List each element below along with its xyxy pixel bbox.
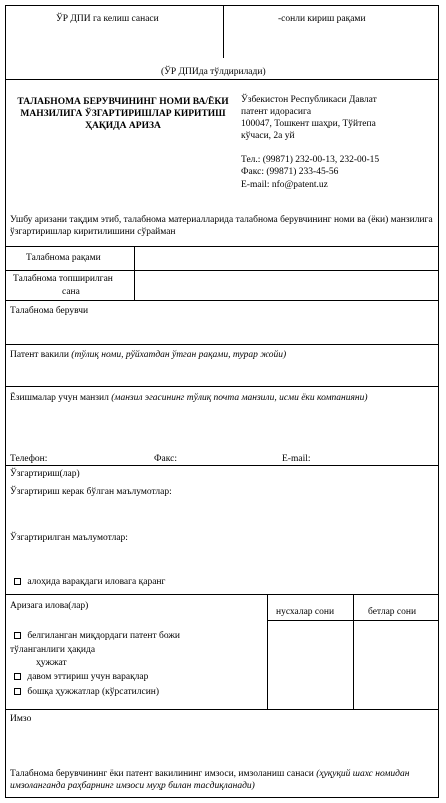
- divider: [134, 246, 135, 300]
- attachment-checkbox-1[interactable]: [14, 632, 21, 639]
- app-number-field[interactable]: [136, 248, 436, 268]
- correspondence-hint: (манзил эгасининг тўлиқ почта манзили, исми ёки компанияни): [111, 393, 368, 403]
- changed-field[interactable]: [8, 546, 436, 574]
- attachment-item-1: [14, 630, 180, 642]
- attachment-item-2: [14, 671, 148, 683]
- signature-text: [10, 768, 434, 792]
- divider: [267, 594, 268, 709]
- request-text: Ушбу аризани тақдим этиб, талабнома материалларида талабнома берувчининг номи ва (ёки) манзилига ўзгартиришлар киритилишини сўрайман: [10, 215, 433, 237]
- attachment-item-1-line-b: тўланганлиги ҳақида: [10, 645, 96, 655]
- header-divider: [223, 6, 224, 58]
- attachment-checkbox-2[interactable]: [14, 673, 21, 680]
- signature-hint: (ҳуқуқий шахс номидан имзоланганда раҳбарнинг имзоси муҳр билан тасдиқланади): [10, 769, 410, 791]
- filing-date-label-1: Талабнома топширилган: [13, 274, 113, 284]
- email-label: E-mail:: [282, 454, 311, 464]
- signature-label: Талабнома берувчининг ёки патент вакилининг имзоси, имзоланиш санаси: [10, 769, 314, 779]
- divider: [6, 594, 438, 595]
- applicant-label: Талабнома берувчи: [10, 306, 89, 316]
- attorney-field[interactable]: [8, 362, 436, 384]
- divider: [353, 594, 354, 709]
- correspondence-row: [10, 392, 432, 404]
- agency-line-3: 100047, Тошкент шаҳри, Тўйтепа: [241, 119, 376, 129]
- divider: [6, 270, 438, 271]
- fax-label: Факс:: [154, 454, 177, 464]
- divider: [6, 386, 438, 387]
- attorney-row: [10, 349, 286, 361]
- divider: [6, 246, 438, 247]
- signature-heading: Имзо: [10, 714, 32, 724]
- applicant-field[interactable]: [8, 318, 436, 342]
- attorney-label: Патент вакили: [10, 350, 69, 360]
- attachment-item-2-label: давом эттириш учун варақлар: [27, 672, 149, 682]
- agency-line-1: Ўзбекистон Республикаси Давлат: [241, 95, 377, 105]
- see-attachment-checkbox[interactable]: [14, 578, 21, 585]
- agency-line-2: патент идорасига: [241, 107, 312, 117]
- attachment-checkbox-3[interactable]: [14, 688, 21, 695]
- divider: [6, 300, 438, 301]
- to-change-field[interactable]: [8, 500, 436, 528]
- attachment-item-1-line-c: ҳужжат: [36, 658, 67, 668]
- to-change-label: Ўзгартириш керак бўлган маълумотлар:: [10, 487, 172, 497]
- attachment-item-3-label: бошқа ҳужжатлар (кўрсатилсин): [27, 687, 160, 697]
- filing-date-field[interactable]: [136, 272, 436, 298]
- attorney-hint: (тўлиқ номи, рўйхатдан ўтган рақами, турар жойи): [71, 350, 287, 360]
- received-date-label: ЎР ДПИ га келиш санаси: [56, 14, 159, 24]
- see-attachment-label: алоҳида варақдаги иловага қаранг: [27, 577, 166, 587]
- filled-by-note: (ЎР ДПИда тўлдирилади): [161, 67, 266, 77]
- pages-field[interactable]: [355, 622, 436, 707]
- filing-date-label-2: сана: [62, 287, 80, 297]
- app-number-label: Талабнома рақами: [26, 253, 101, 263]
- changes-heading: Ўзгартириш(лар): [10, 469, 80, 479]
- correspondence-label: Ёзишмалар учун манзил: [10, 393, 109, 403]
- signature-field[interactable]: [8, 727, 436, 763]
- divider: [267, 620, 438, 621]
- agency-phone: Тел.: (99871) 232-00-13, 232-00-15: [241, 155, 380, 165]
- changed-label: Ўзгартирилган маълумотлар:: [10, 533, 128, 543]
- phone-label: Телефон:: [10, 454, 48, 464]
- agency-line-4: кўчаси, 2а уй: [241, 131, 295, 141]
- divider: [6, 709, 438, 710]
- form-frame: [5, 5, 439, 798]
- attachments-heading: Аризага илова(лар): [10, 601, 89, 611]
- divider: [6, 79, 438, 80]
- copies-field[interactable]: [269, 622, 351, 707]
- agency-email: E-mail: nfo@patent.uz: [241, 180, 328, 190]
- divider: [6, 465, 438, 466]
- pages-header: бетлар сони: [368, 607, 417, 617]
- divider: [6, 344, 438, 345]
- attachment-item-3: [14, 686, 159, 698]
- form-title: ТАЛАБНОМА БЕРУВЧИНИНГ НОМИ ВА/ЁКИ МАНЗИЛИГА ЎЗГАРТИРИШЛАР КИРИТИШ ҲАҚИДА АРИЗА: [17, 97, 229, 131]
- incoming-number-label: -сонли кириш рақами: [278, 14, 366, 24]
- copies-header: нусхалар сони: [276, 607, 335, 617]
- attachment-item-1-line-a: белгиланган миқдордаги патент божи: [27, 631, 180, 641]
- agency-fax: Факс: (99871) 233-45-56: [241, 167, 339, 177]
- see-attachment-row: [14, 576, 165, 588]
